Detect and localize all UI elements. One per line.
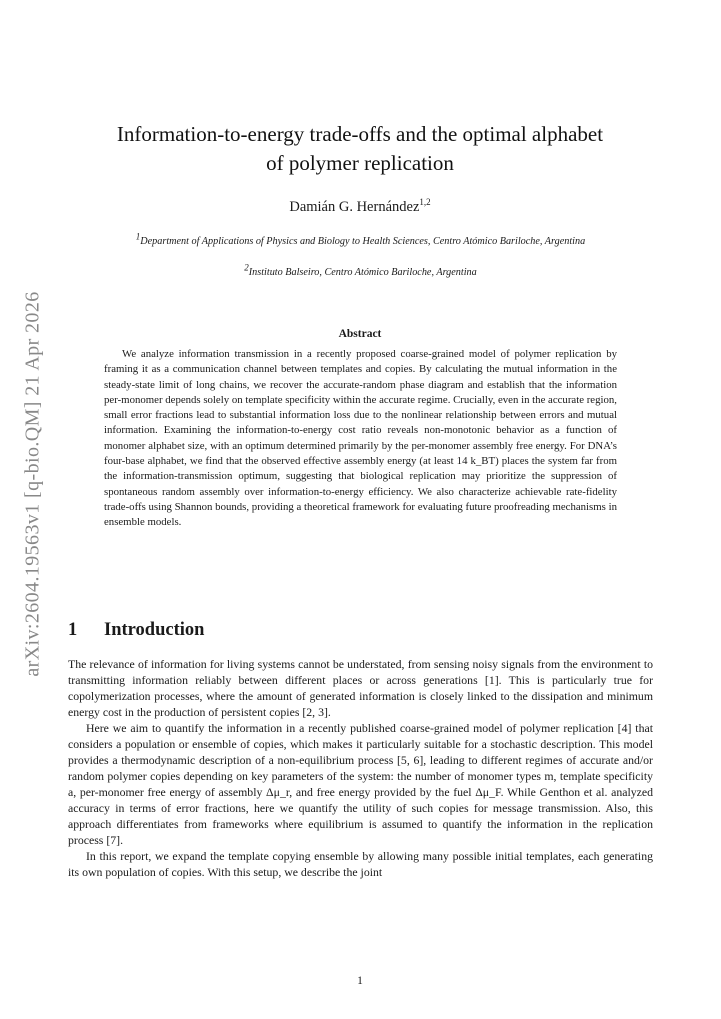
arxiv-identifier-text: arXiv:2604.19563v1 [q-bio.QM] 21 Apr 2026	[21, 291, 44, 677]
author-name: Damián G. Hernández	[289, 199, 420, 215]
body-text	[68, 656, 653, 880]
section-number: 1	[68, 620, 78, 640]
section-heading	[68, 620, 204, 641]
affiliation-2	[68, 262, 653, 281]
paragraph-2: Here we aim to quantify the information in a recently published coarse-grained model of polymer replication [4] that considers a population or ensemble of copies, which makes it particularly suitable for a stochastic description. This model provides a thermodynamic description of a non-equilibrium process [5, 6], leading to different regimes of accurate and/or random polymer copies depending on key parameters of the system: the number of monomer types m, template specificity a, per-monomer free energy of assembly Δμ_r, and free energy provided by the fuel Δμ_F. While Genthon et al. analyzed accuracy in terms of error fractions, here we quantify the utility of such copies for message transmission. Also, this approach differentiates from frameworks where equilibrium is assumed to quantify the information in the replication process [7].	[68, 721, 653, 847]
arxiv-identifier	[18, 278, 48, 690]
affiliation-1	[68, 231, 653, 250]
page-number: 1	[357, 975, 363, 987]
affiliation-2-mark: 2	[244, 262, 249, 273]
affiliation-2-text: Instituto Balseiro, Centro Atómico Bariloche, Argentina	[248, 267, 477, 278]
affiliation-1-mark: 1	[135, 231, 141, 242]
abstract-heading: Abstract	[338, 328, 382, 340]
paper-title	[60, 120, 660, 178]
abstract-text: We analyze information transmission in a recently proposed coarse-grained model of polymer replication by framing it as a communication channel between templates and copies. By calculating the mutual information in the steady-state limit of long chains, we recover the accurate-random phase diagram and establish that the information per-monomer depends solely on template specificity within the accurate regime. Crucially, even in the accurate region, small error fractions lead to substantial information loss due to the nonlinear relationship between errors and mutual information. Examining the information-to-energy cost ratio reveals non-monotonic behavior as a function of monomer alphabet size, with an optimum determined primarily by the per-monomer assembly free energy. For DNA’s four-base alphabet, we find that the observed effective assembly energy (at least 14 k_BT) places the system far from the information-transmission optimum, suggesting that biological replication may prioritize the suppression of spontaneous random assembly over information-to-energy efficiency. We also characterize achievable rate-fidelity trade-offs using Shannon bounds, providing a theoretical framework for evaluating future proofreading mechanisms in ensemble models.	[104, 348, 617, 529]
author-line	[60, 199, 660, 216]
paragraph-1: The relevance of information for living systems cannot be understated, from sensing noisy signals from the environment to transmitting information reliably between different places or across generations [1]. This is particularly true for copolymerization processes, where the amount of generated information is closely linked to the dissipation and minimum energy cost in the production of persistent copies [2, 3].	[68, 657, 653, 719]
author-affiliation-marks: 1,2	[419, 197, 431, 208]
title-line-2: of polymer replication	[266, 151, 454, 175]
section-title: Introduction	[104, 620, 205, 640]
paragraph-3: In this report, we expand the template copying ensemble by allowing many possible initial templates, each generating its own population of copies. With this setup, we describe the joint	[68, 849, 653, 879]
affiliation-1-text: Department of Applications of Physics and Biology to Health Sciences, Centro Atómico Bariloche, Argentina	[140, 236, 586, 247]
title-line-1: Information-to-energy trade-offs and the optimal alphabet	[116, 122, 604, 146]
